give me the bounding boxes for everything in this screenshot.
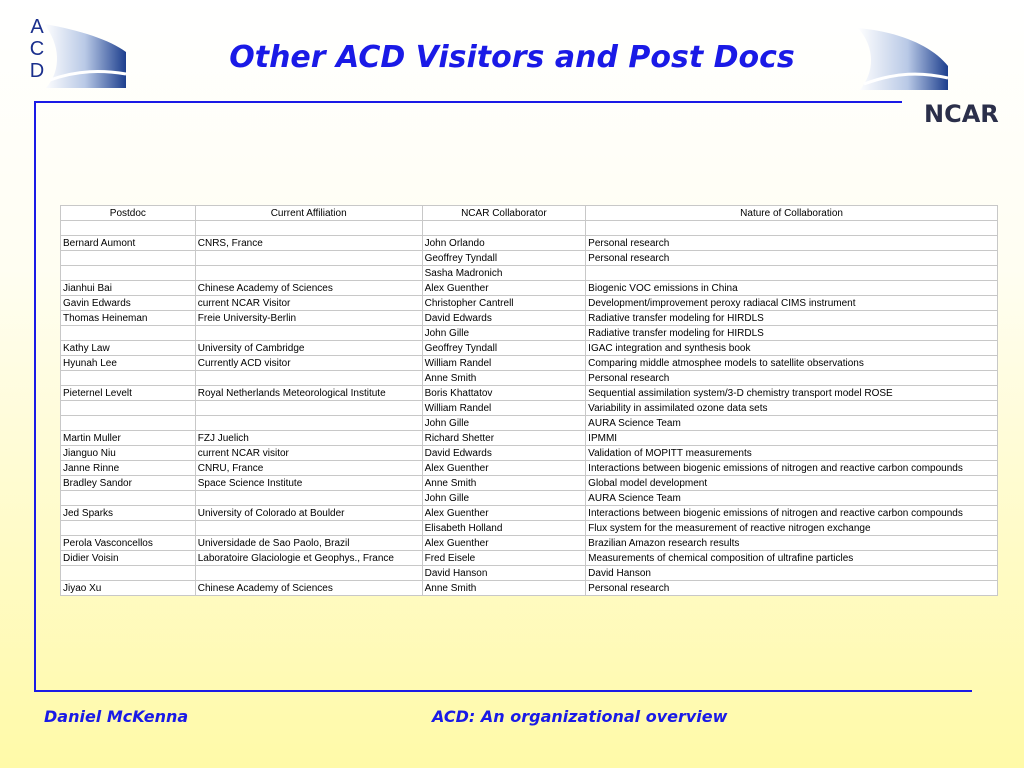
- cell-affiliation: current NCAR Visitor: [195, 296, 422, 311]
- acd-logo-letter-a: A: [30, 16, 44, 38]
- cell-affiliation: [195, 416, 422, 431]
- cell-affiliation: University of Cambridge: [195, 341, 422, 356]
- table-row: [61, 236, 998, 251]
- cell-postdoc: [61, 326, 196, 341]
- table-row: [61, 221, 998, 236]
- cell-collaborator: Alex Guenther: [422, 281, 586, 296]
- cell-collaborator: John Gille: [422, 326, 586, 341]
- cell-collaboration: Flux system for the measurement of reactive nitrogen exchange: [586, 521, 998, 536]
- cell-postdoc: Jianhui Bai: [61, 281, 196, 296]
- table-row: [61, 521, 998, 536]
- footer-presentation-title: ACD: An organizational overview: [432, 707, 728, 726]
- table-row: [61, 311, 998, 326]
- cell-collaboration: IGAC integration and synthesis book: [586, 341, 998, 356]
- cell-collaboration: AURA Science Team: [586, 416, 998, 431]
- cell-postdoc: Kathy Law: [61, 341, 196, 356]
- cell-affiliation: [195, 371, 422, 386]
- footer-author: Daniel McKenna: [44, 707, 189, 726]
- cell-collaboration: Sequential assimilation system/3-D chemistry transport model ROSE: [586, 386, 998, 401]
- cell-collaborator: Sasha Madronich: [422, 266, 586, 281]
- cell-collaboration: Radiative transfer modeling for HIRDLS: [586, 311, 998, 326]
- cell-postdoc: [61, 221, 196, 236]
- cell-postdoc: [61, 266, 196, 281]
- cell-affiliation: CNRU, France: [195, 461, 422, 476]
- cell-postdoc: Pieternel Levelt: [61, 386, 196, 401]
- cell-affiliation: [195, 251, 422, 266]
- cell-collaboration: David Hanson: [586, 566, 998, 581]
- cell-collaborator: Christopher Cantrell: [422, 296, 586, 311]
- cell-postdoc: Thomas Heineman: [61, 311, 196, 326]
- cell-postdoc: [61, 416, 196, 431]
- header-current-affiliation: Current Affiliation: [195, 206, 422, 221]
- frame-left-line: [34, 101, 36, 691]
- cell-collaboration: Personal research: [586, 251, 998, 266]
- cell-affiliation: [195, 521, 422, 536]
- cell-collaborator: John Orlando: [422, 236, 586, 251]
- cell-collaboration: Personal research: [586, 371, 998, 386]
- table-body: [61, 221, 998, 596]
- cell-postdoc: Jiyao Xu: [61, 581, 196, 596]
- cell-affiliation: Chinese Academy of Sciences: [195, 581, 422, 596]
- table-row: [61, 416, 998, 431]
- cell-collaborator: Boris Khattatov: [422, 386, 586, 401]
- table-row: [61, 371, 998, 386]
- acd-logo-letter-c: C: [29, 38, 45, 60]
- header-nature-of-collaboration: Nature of Collaboration: [586, 206, 998, 221]
- table-row: [61, 401, 998, 416]
- cell-postdoc: Jianguo Niu: [61, 446, 196, 461]
- table-row: [61, 446, 998, 461]
- cell-collaborator: Alex Guenther: [422, 536, 586, 551]
- table-row: [61, 461, 998, 476]
- table-row: [61, 476, 998, 491]
- table-row: [61, 266, 998, 281]
- cell-affiliation: Freie University-Berlin: [195, 311, 422, 326]
- cell-collaboration: Development/improvement peroxy radiacal CIMS instrument: [586, 296, 998, 311]
- cell-collaborator: Anne Smith: [422, 581, 586, 596]
- cell-postdoc: [61, 491, 196, 506]
- cell-collaboration: Interactions between biogenic emissions of nitrogen and reactive carbon compounds: [586, 461, 998, 476]
- cell-postdoc: Martin Muller: [61, 431, 196, 446]
- table-row: [61, 506, 998, 521]
- cell-affiliation: current NCAR visitor: [195, 446, 422, 461]
- table-row: [61, 341, 998, 356]
- table-row: [61, 581, 998, 596]
- cell-postdoc: [61, 566, 196, 581]
- cell-collaboration: Personal research: [586, 581, 998, 596]
- cell-collaborator: [422, 221, 586, 236]
- cell-collaborator: Fred Eisele: [422, 551, 586, 566]
- cell-affiliation: Space Science Institute: [195, 476, 422, 491]
- acd-logo-letter-d: D: [29, 60, 45, 82]
- cell-collaborator: Geoffrey Tyndall: [422, 251, 586, 266]
- visitors-table: [60, 205, 998, 596]
- cell-collaborator: Elisabeth Holland: [422, 521, 586, 536]
- cell-collaboration: Brazilian Amazon research results: [586, 536, 998, 551]
- cell-postdoc: Janne Rinne: [61, 461, 196, 476]
- table-row: [61, 356, 998, 371]
- ncar-logo: NCAR: [924, 100, 999, 128]
- cell-collaborator: David Edwards: [422, 446, 586, 461]
- cell-collaboration: Radiative transfer modeling for HIRDLS: [586, 326, 998, 341]
- cell-collaborator: William Randel: [422, 356, 586, 371]
- cell-collaborator: Alex Guenther: [422, 506, 586, 521]
- table-row: [61, 281, 998, 296]
- cell-collaborator: David Edwards: [422, 311, 586, 326]
- cell-postdoc: Gavin Edwards: [61, 296, 196, 311]
- cell-collaboration: Global model development: [586, 476, 998, 491]
- cell-postdoc: Didier Voisin: [61, 551, 196, 566]
- cell-affiliation: [195, 266, 422, 281]
- cell-affiliation: Laboratoire Glaciologie et Geophys., France: [195, 551, 422, 566]
- cell-postdoc: Jed Sparks: [61, 506, 196, 521]
- header-postdoc: Postdoc: [61, 206, 196, 221]
- cell-collaboration: Personal research: [586, 236, 998, 251]
- table-row: [61, 536, 998, 551]
- table-row: [61, 551, 998, 566]
- cell-collaborator: William Randel: [422, 401, 586, 416]
- cell-postdoc: Bradley Sandor: [61, 476, 196, 491]
- cell-postdoc: [61, 371, 196, 386]
- cell-affiliation: [195, 221, 422, 236]
- cell-affiliation: [195, 491, 422, 506]
- cell-collaboration: [586, 266, 998, 281]
- frame-top-line: [34, 101, 902, 103]
- cell-collaborator: Richard Shetter: [422, 431, 586, 446]
- cell-collaborator: John Gille: [422, 416, 586, 431]
- cell-collaborator: Geoffrey Tyndall: [422, 341, 586, 356]
- table-header-row: [61, 206, 998, 221]
- cell-affiliation: Royal Netherlands Meteorological Institute: [195, 386, 422, 401]
- cell-collaborator: Anne Smith: [422, 371, 586, 386]
- cell-collaboration: AURA Science Team: [586, 491, 998, 506]
- cell-affiliation: [195, 326, 422, 341]
- cell-postdoc: [61, 401, 196, 416]
- cell-collaboration: Comparing middle atmosphee models to satellite observations: [586, 356, 998, 371]
- table-row: [61, 491, 998, 506]
- table-row: [61, 251, 998, 266]
- frame-bottom-line: [34, 690, 972, 692]
- table-row: [61, 431, 998, 446]
- cell-affiliation: [195, 566, 422, 581]
- cell-postdoc: Hyunah Lee: [61, 356, 196, 371]
- cell-collaborator: Alex Guenther: [422, 461, 586, 476]
- cell-affiliation: CNRS, France: [195, 236, 422, 251]
- cell-affiliation: Chinese Academy of Sciences: [195, 281, 422, 296]
- cell-collaboration: Interactions between biogenic emissions of nitrogen and reactive carbon compounds: [586, 506, 998, 521]
- cell-collaboration: Measurements of chemical composition of ultrafine particles: [586, 551, 998, 566]
- cell-postdoc: [61, 251, 196, 266]
- cell-collaboration: Variability in assimilated ozone data sets: [586, 401, 998, 416]
- cell-affiliation: University of Colorado at Boulder: [195, 506, 422, 521]
- table-row: [61, 296, 998, 311]
- table-row: [61, 566, 998, 581]
- cell-affiliation: FZJ Juelich: [195, 431, 422, 446]
- table-row: [61, 326, 998, 341]
- cell-affiliation: [195, 401, 422, 416]
- cell-collaborator: Anne Smith: [422, 476, 586, 491]
- cell-affiliation: Currently ACD visitor: [195, 356, 422, 371]
- cell-collaboration: IPMMI: [586, 431, 998, 446]
- slide-title: Other ACD Visitors and Post Docs: [229, 40, 795, 75]
- cell-postdoc: [61, 521, 196, 536]
- cell-collaboration: Validation of MOPITT measurements: [586, 446, 998, 461]
- cell-collaborator: David Hanson: [422, 566, 586, 581]
- cell-postdoc: Bernard Aumont: [61, 236, 196, 251]
- cell-collaboration: Biogenic VOC emissions in China: [586, 281, 998, 296]
- table-row: [61, 386, 998, 401]
- cell-collaborator: John Gille: [422, 491, 586, 506]
- cell-affiliation: Universidade de Sao Paolo, Brazil: [195, 536, 422, 551]
- cell-postdoc: Perola Vasconcellos: [61, 536, 196, 551]
- cell-collaboration: [586, 221, 998, 236]
- header-ncar-collaborator: NCAR Collaborator: [422, 206, 586, 221]
